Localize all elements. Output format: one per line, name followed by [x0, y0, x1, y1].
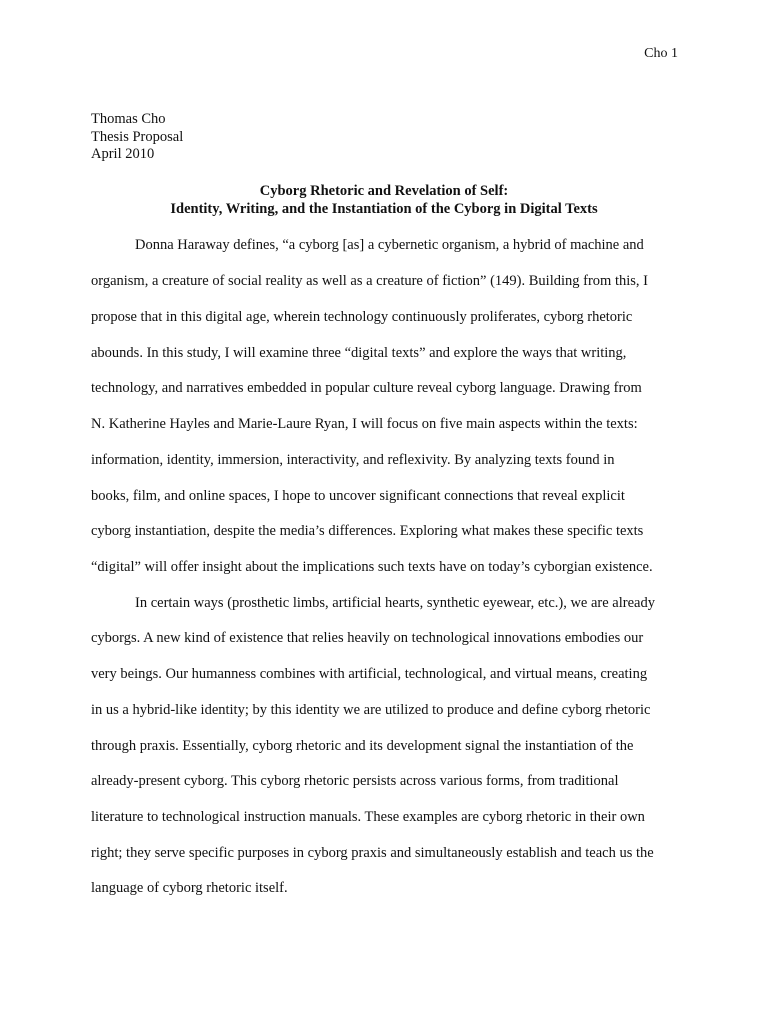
author-header-block [91, 111, 183, 164]
title-line-1: Cyborg Rhetoric and Revelation of Self: [259, 183, 509, 199]
document-title [0, 182, 768, 218]
running-head-page-number: Cho 1 [644, 46, 678, 61]
paragraph-1-line-8: books, film, and online spaces, I hope to uncover significant connections that reveal explicit [91, 488, 625, 504]
paragraph-2-line-4: in us a hybrid-like identity; by this identity we are utilized to produce and define cyborg rhetoric [91, 702, 651, 718]
paragraph-1-line-10: “digital” will offer insight about the implications such texts have on today’s cyborgian existence. [91, 559, 653, 575]
paragraph-1-line-4: abounds. In this study, I will examine three “digital texts” and explore the ways that writing, [91, 345, 627, 361]
paragraph-2-line-1: In certain ways (prosthetic limbs, artificial hearts, synthetic eyewear, etc.), we are already [135, 595, 655, 611]
title-line-2: Identity, Writing, and the Instantiation of the Cyborg in Digital Texts [170, 201, 598, 217]
paragraph-1-line-9: cyborg instantiation, despite the media’s differences. Exploring what makes these specific texts [91, 523, 644, 539]
paragraph-1-line-6: N. Katherine Hayles and Marie-Laure Ryan, I will focus on five main aspects within the texts: [91, 416, 638, 432]
document-date: April 2010 [91, 146, 155, 162]
paragraph-2-line-3: very beings. Our humanness combines with artificial, technological, and virtual means, creating [91, 666, 648, 682]
paragraph-1-line-3: propose that in this digital age, wherein technology continuously proliferates, cyborg rhetoric [91, 309, 633, 325]
paragraph-2-line-7: literature to technological instruction manuals. These examples are cyborg rhetoric in their own [91, 809, 645, 825]
paragraph-2-line-8: right; they serve specific purposes in cyborg praxis and simultaneously establish and teach us the [91, 845, 654, 861]
paragraph-2-line-5: through praxis. Essentially, cyborg rhetoric and its development signal the instantiation of the [91, 738, 634, 754]
paragraph-2-line-2: cyborgs. A new kind of existence that relies heavily on technological innovations embodies our [91, 630, 644, 646]
paragraph-1-line-5: technology, and narratives embedded in popular culture reveal cyborg language. Drawing from [91, 380, 642, 396]
author-name: Thomas Cho [91, 111, 166, 127]
paragraph-2-line-9: language of cyborg rhetoric itself. [91, 880, 288, 896]
paragraph-2-line-6: already-present cyborg. This cyborg rhetoric persists across various forms, from traditional [91, 773, 619, 789]
paragraph-1-line-2: organism, a creature of social reality as well as a creature of fiction” (149). Building from this, I [91, 273, 648, 289]
document-type: Thesis Proposal [91, 128, 184, 145]
paragraph-1-line-1: Donna Haraway defines, “a cyborg [as] a cybernetic organism, a hybrid of machine and [135, 237, 644, 253]
paragraph-1-line-7: information, identity, immersion, interactivity, and reflexivity. By analyzing texts found in [91, 452, 615, 468]
